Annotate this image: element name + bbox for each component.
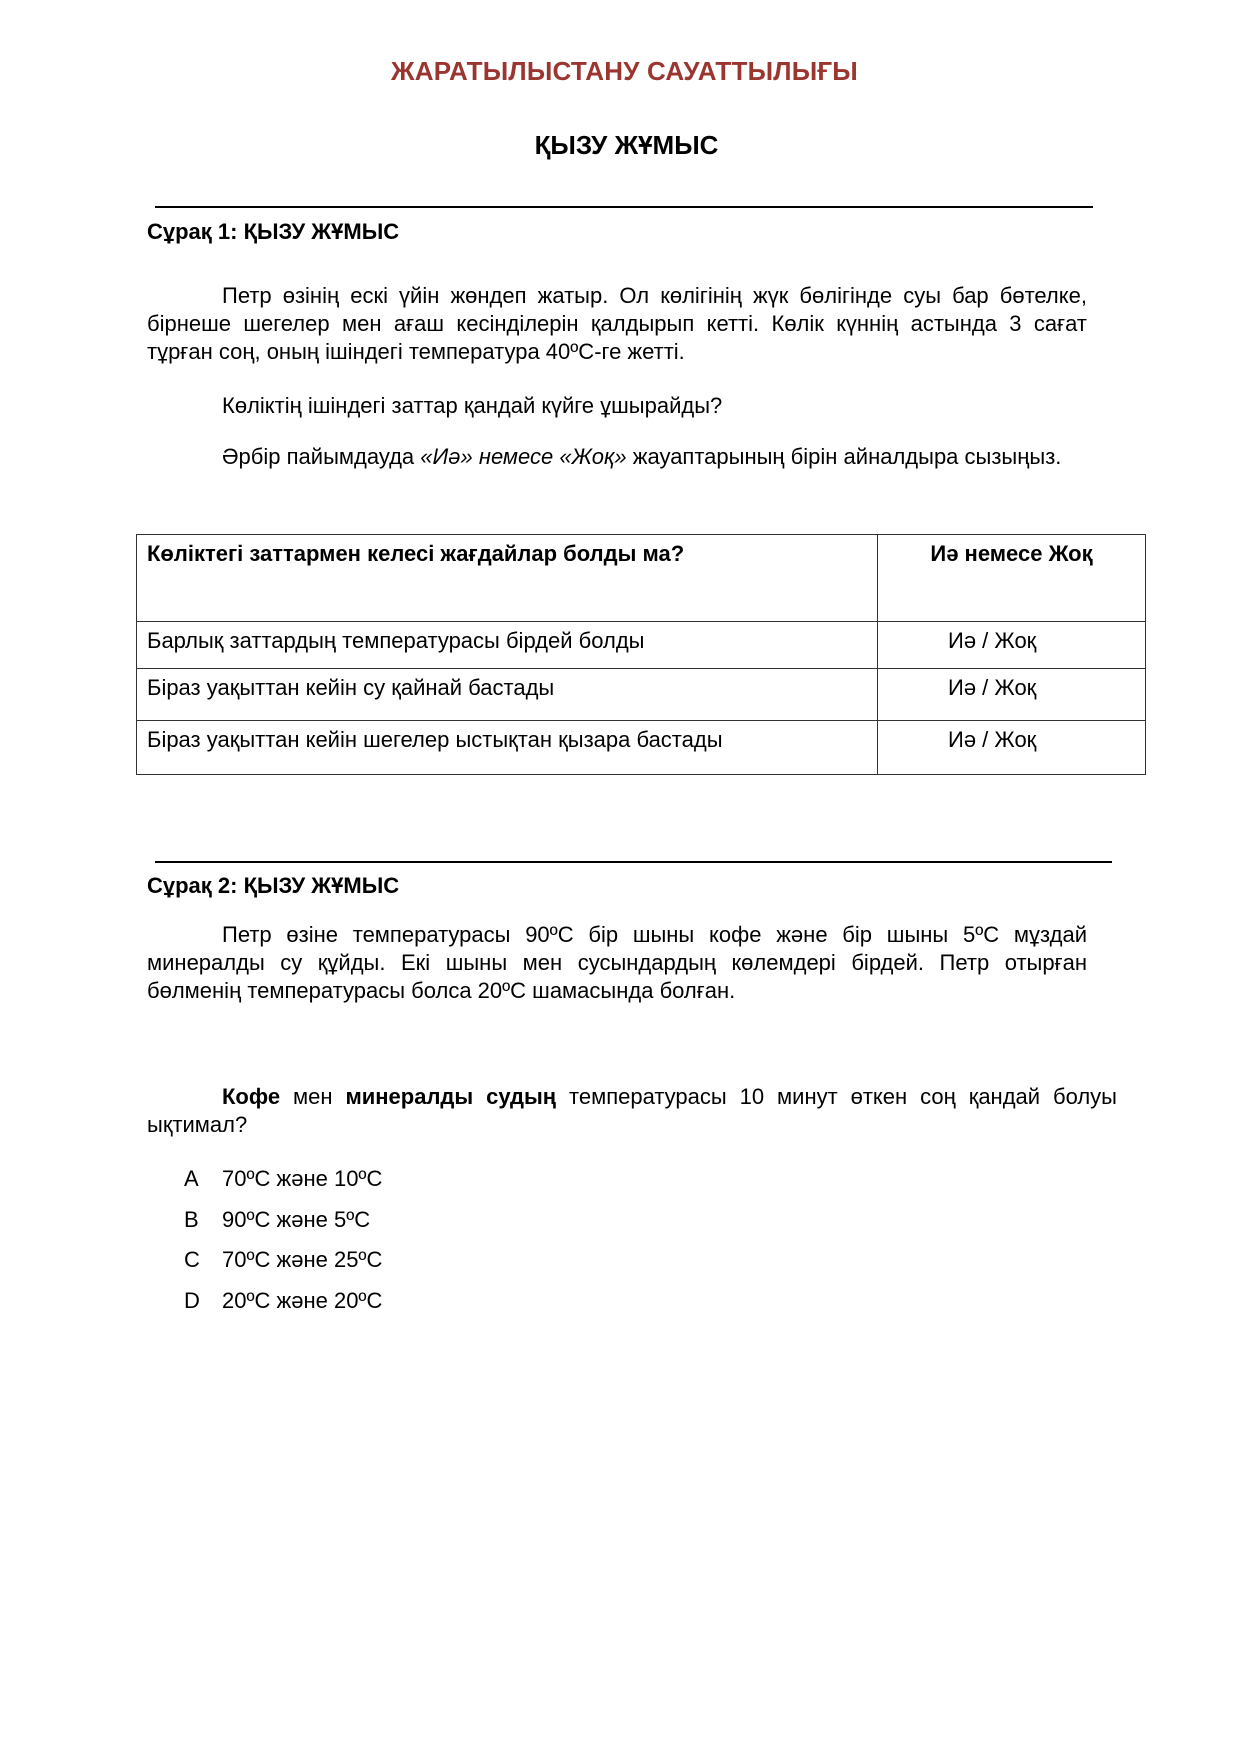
option-text: 20ºC және 20ºC (222, 1288, 383, 1313)
instruction-italic: «Иә» немесе «Жоқ» (420, 444, 627, 469)
option-text: 70ºC және 25ºC (222, 1247, 383, 1272)
option-a[interactable] (184, 1166, 382, 1192)
table-row (137, 721, 1146, 775)
question1-table (136, 534, 1146, 775)
question1-intro: Петр өзінің ескі үйін жөндеп жатыр. Ол көлігінің жүк бөлігінде суы бар бөтелке, бірнеше шегелер мен ағаш кесінділерін қалдырып кетті. Көлік күннің астында 3 сағат тұрған соң, оның ішіндегі температура 40ºC-ге жетті. (147, 283, 1087, 364)
table-header-answer: Иә немесе Жоқ (878, 535, 1146, 622)
page-subtitle: ҚЫЗУ ЖҰМЫС (534, 130, 719, 160)
option-letter: A (184, 1166, 199, 1191)
option-c[interactable] (184, 1247, 382, 1273)
option-letter: B (184, 1207, 199, 1232)
divider (155, 861, 1112, 863)
table-row-answer[interactable]: Иә / Жоқ (878, 721, 1146, 775)
prompt-bold-water: минералды судың (345, 1084, 557, 1109)
page-title: ЖАРАТЫЛЫСТАНУ САУАТТЫЛЫҒЫ (391, 56, 858, 86)
question2-prompt (147, 1083, 1117, 1139)
option-letter: C (184, 1247, 200, 1272)
table-header-statement: Көліктегі заттармен келесі жағдайлар болды ма? (137, 535, 878, 622)
instruction-text: Әрбір пайымдауда (222, 444, 421, 469)
instruction-text-end: жауаптарының бірін айналдыра сызыңыз. (626, 444, 1062, 469)
table-row-answer[interactable]: Иә / Жоқ (878, 669, 1146, 721)
option-letter: D (184, 1288, 200, 1313)
prompt-text-end: температурасы 10 минут өткен соң қандай болуы ықтимал? (147, 1084, 1117, 1137)
option-text: 70ºC және 10ºC (222, 1166, 383, 1191)
table-row (137, 669, 1146, 721)
question2-heading: Сұрақ 2: ҚЫЗУ ЖҰМЫС (147, 873, 400, 898)
option-text: 90ºC және 5ºC (222, 1207, 371, 1232)
table-row-statement: Біраз уақыттан кейін су қайнай бастады (137, 669, 878, 721)
question1-heading: Сұрақ 1: ҚЫЗУ ЖҰМЫС (147, 219, 400, 244)
table-row (137, 622, 1146, 669)
question1-instruction (222, 443, 1087, 471)
question2-intro: Петр өзіне температурасы 90ºC бір шыны кофе және бір шыны 5ºC мұздай минералды су құйды. Екі шыны мен сусындардың көлемдері бірдей. Петр отырған бөлменің температурасы болса 20ºC шамасында болған. (147, 922, 1087, 1003)
table-row-statement: Барлық заттардың температурасы бірдей болды (137, 622, 878, 669)
question1-question: Көліктің ішіндегі заттар қандай күйге ұшырайды? (222, 393, 723, 418)
table-header-row (137, 535, 1146, 622)
option-d[interactable] (184, 1288, 382, 1314)
table-row-answer[interactable]: Иә / Жоқ (878, 622, 1146, 669)
prompt-bold-coffee: Кофе (222, 1084, 281, 1109)
table-row-statement: Біраз уақыттан кейін шегелер ыстықтан қызара бастады (137, 721, 878, 775)
divider (155, 206, 1093, 208)
prompt-text: мен (280, 1084, 346, 1109)
option-b[interactable] (184, 1207, 370, 1233)
